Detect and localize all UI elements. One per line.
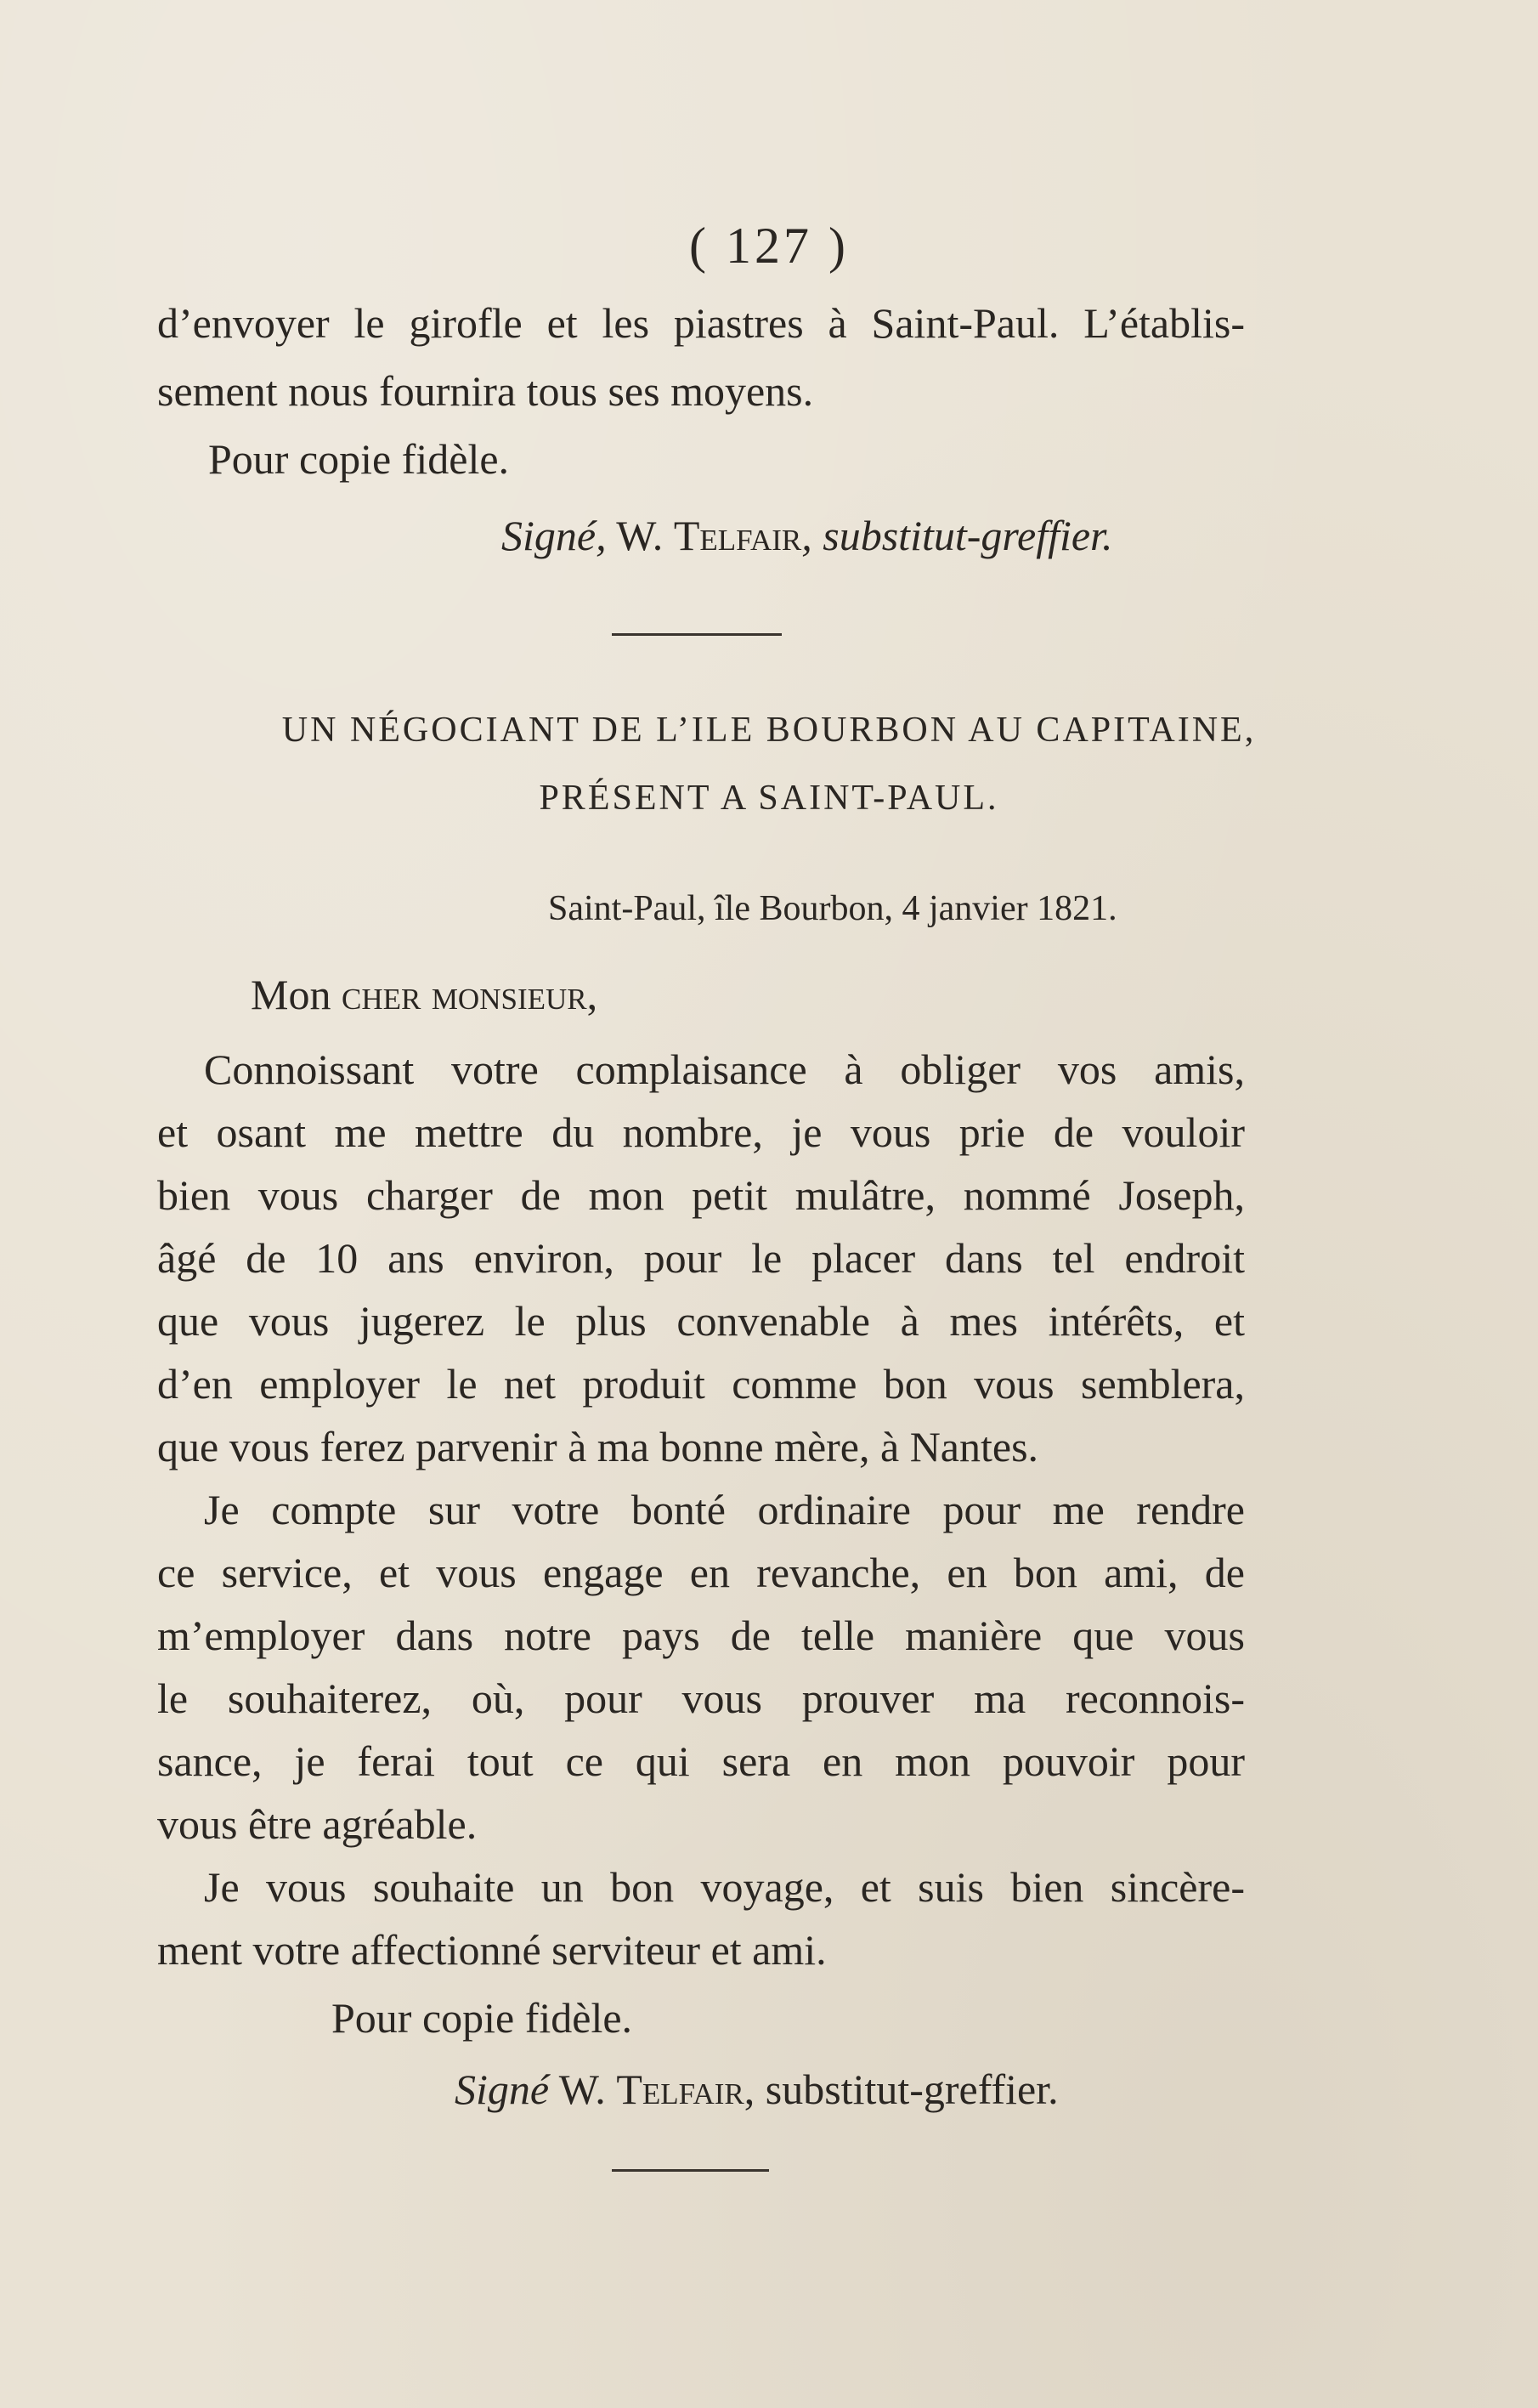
body-line: ce service, et vous engage en revanche, en bon ami, de (157, 1549, 1245, 1596)
body-line: Je compte sur votre bonté ordinaire pour me rendre (204, 1486, 1245, 1533)
body-line: Connoissant votre complaisance à obliger vos amis, (204, 1045, 1245, 1093)
signature-title: , substitut-greffier. (801, 512, 1113, 559)
signe-label: Signé (455, 2065, 550, 2113)
page-number: ( 127 ) (689, 218, 849, 274)
signature-title: , substitut-greffier. (744, 2065, 1059, 2113)
body-line: que vous ferez parvenir à ma bonne mère, à Nantes. (157, 1423, 1039, 1470)
body-line: vous être agréable. (157, 1800, 478, 1848)
letter-heading-line-1: UN NÉGOCIANT DE L’ILE BOURBON AU CAPITAINE, (281, 711, 1257, 750)
body-line: d’en employer le net produit comme bon vous semblera, (157, 1360, 1245, 1408)
signature-name: Telfair (673, 512, 802, 559)
salutation-rest: cher monsieur, (331, 971, 598, 1018)
body-line: sance, je ferai tout ce qui sera en mon pouvoir pour (157, 1737, 1245, 1785)
signature-name: Telfair (616, 2065, 744, 2113)
signature-line (455, 2064, 1059, 2115)
salutation-first: Mon (251, 971, 331, 1018)
body-line: Je vous souhaite un bon voyage, et suis bien sincère- (204, 1863, 1245, 1911)
body-line: et osant me mettre du nombre, je vous prie de vouloir (157, 1108, 1245, 1156)
body-line: que vous jugerez le plus convenable à mes intérêts, et (157, 1297, 1245, 1345)
letter-heading-line-2: PRÉSENT A SAINT-PAUL. (539, 779, 999, 818)
body-line: âgé de 10 ans environ, pour le placer dans tel endroit (157, 1234, 1245, 1282)
body-line: m’employer dans notre pays de telle manière que vous (157, 1612, 1245, 1659)
signe-label: Signé, (501, 512, 607, 559)
letter-dateline: Saint-Paul, île Bourbon, 4 janvier 1821. (548, 889, 1117, 928)
body-line: le souhaiterez, où, pour vous prouver ma reconnois- (157, 1674, 1245, 1722)
signature-initial: W. (616, 512, 664, 559)
signature-initial: W. (558, 2065, 606, 2113)
signature-line (501, 510, 1112, 561)
section-divider (612, 633, 782, 636)
body-line: ment votre affectionné serviteur et ami. (157, 1926, 827, 1974)
pour-copie-fidele: Pour copie fidèle. (208, 435, 510, 483)
body-line: d’envoyer le girofle et les piastres à Saint-Paul. L’établis- (157, 299, 1245, 347)
pour-copie-fidele: Pour copie fidèle. (331, 1994, 633, 2042)
salutation (251, 969, 597, 1020)
body-line: bien vous charger de mon petit mulâtre, nommé Joseph, (157, 1171, 1245, 1219)
section-divider (612, 2169, 769, 2172)
body-line: sement nous fournira tous ses moyens. (157, 367, 814, 415)
